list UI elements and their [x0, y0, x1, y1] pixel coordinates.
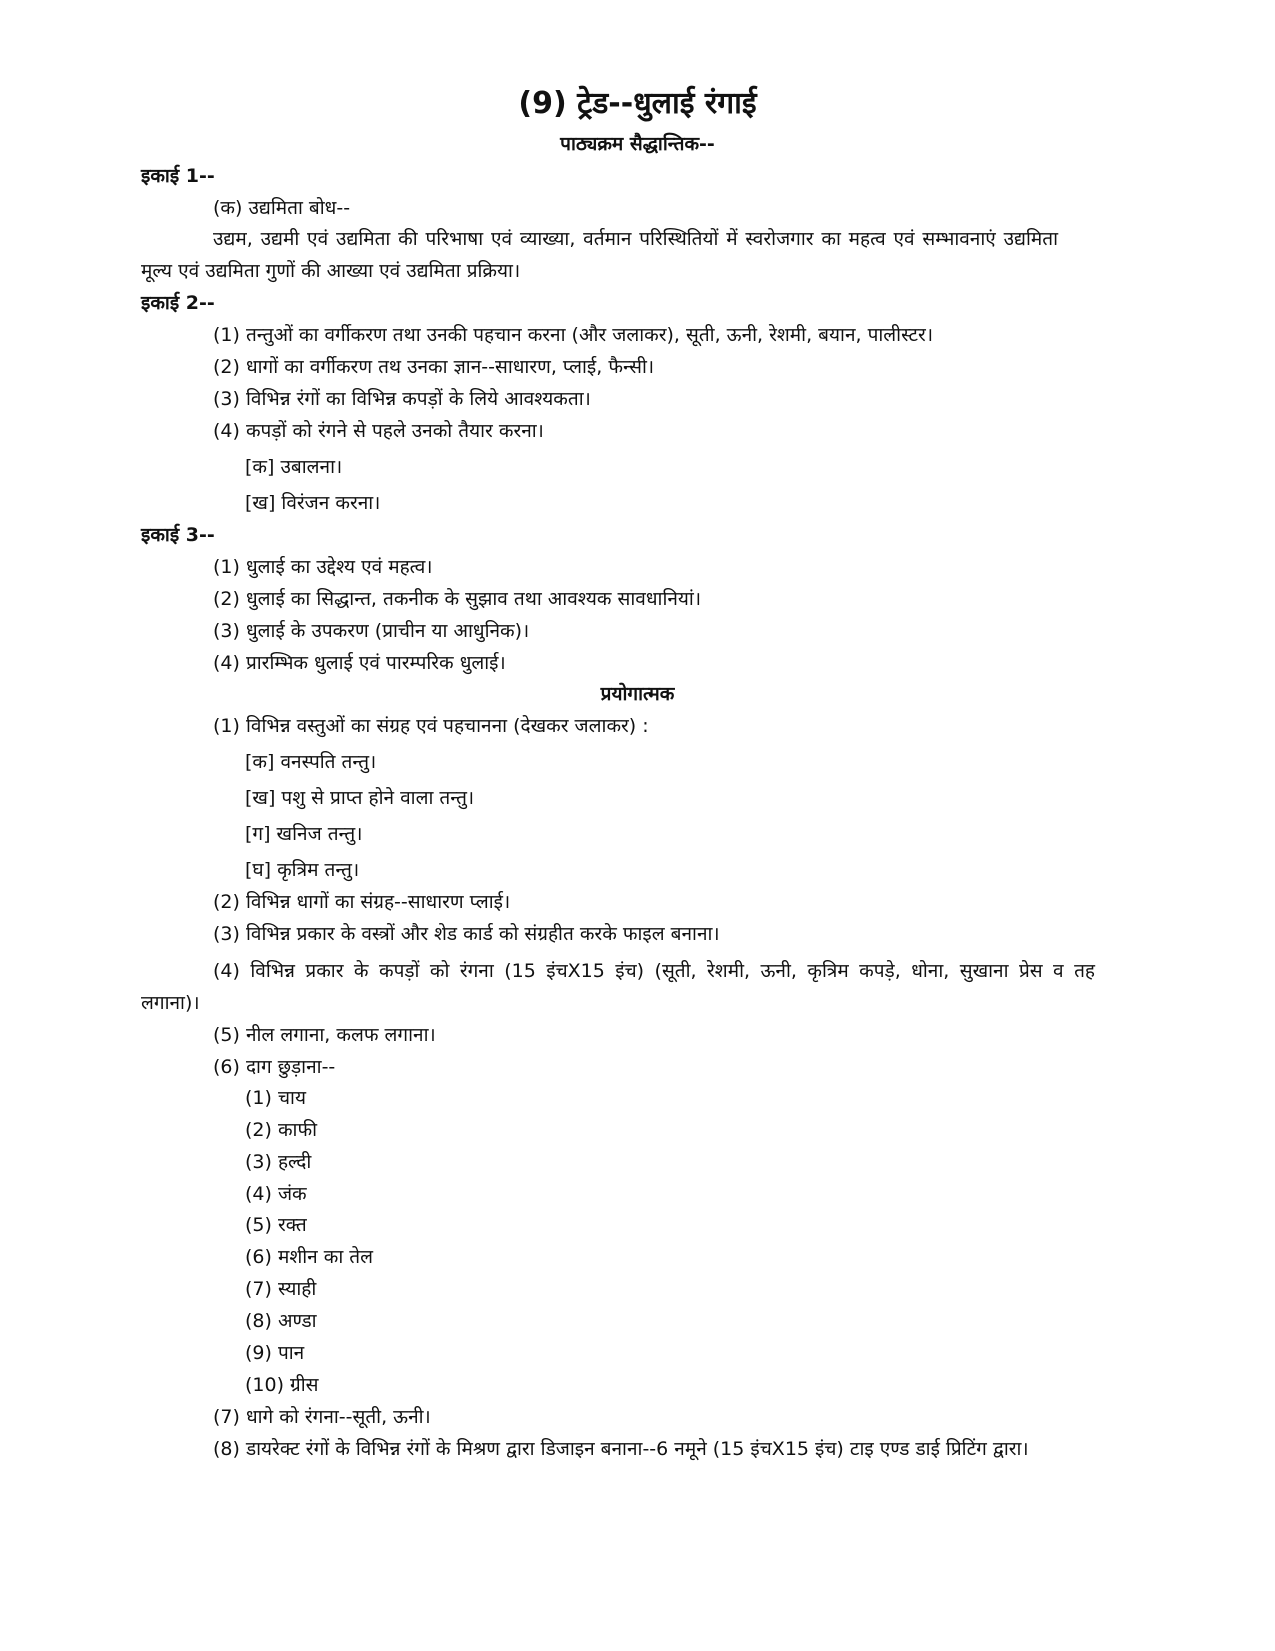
list-item: (4) कपड़ों को रंगने से पहले उनको तैयार करना।: [213, 420, 544, 442]
page-title: (9) ट्रेड--धुलाई रंगाई: [518, 86, 757, 121]
list-item: (1) विभिन्न वस्तुओं का संग्रह एवं पहचानना (देखकर जलाकर) :: [213, 715, 649, 737]
unit-1-heading: इकाई 1--: [141, 165, 215, 187]
list-item: (3) विभिन्न प्रकार के वस्त्रों और शेड कार्ड को संग्रहीत करके फाइल बनाना।: [213, 923, 720, 945]
unit-2-heading: इकाई 2--: [141, 292, 215, 314]
list-item: (2) धुलाई का सिद्धान्त, तकनीक के सुझाव तथा आवश्यक सावधानियां।: [213, 588, 702, 610]
list-subitem: [क] उबालना।: [245, 456, 343, 478]
stain-item: (1) चाय: [245, 1087, 306, 1109]
stain-item: (2) काफी: [245, 1119, 318, 1141]
stain-item: (7) स्याही: [245, 1278, 317, 1300]
unit-3-heading: इकाई 3--: [141, 524, 215, 546]
unit-1-subheading: (क) उद्यमिता बोध--: [213, 197, 351, 219]
stain-item: (4) जंक: [245, 1183, 307, 1205]
list-item: (3) धुलाई के उपकरण (प्राचीन या आधुनिक)।: [213, 620, 530, 642]
list-subitem: [घ] कृत्रिम तन्तु।: [245, 859, 360, 881]
list-item: (3) विभिन्न रंगों का विभिन्न कपड़ों के लिये आवश्यकता।: [213, 388, 591, 410]
stain-item: (9) पान: [245, 1342, 305, 1364]
stain-item: (3) हल्दी: [245, 1151, 312, 1173]
list-item: (2) धागों का वर्गीकरण तथ उनका ज्ञान--साधारण, प्लाई, फैन्सी।: [213, 356, 655, 378]
stain-item: (6) मशीन का तेल: [245, 1246, 374, 1268]
list-subitem: [ग] खनिज तन्तु।: [245, 823, 363, 845]
list-subitem: [क] वनस्पति तन्तु।: [245, 751, 377, 773]
list-subitem: [ख] पशु से प्राप्त होने वाला तन्तु।: [245, 787, 475, 809]
list-item: (1) धुलाई का उद्देश्य एवं महत्व।: [213, 556, 433, 578]
list-item: (6) दाग छुड़ाना--: [213, 1056, 336, 1078]
list-item: (8) डायरेक्ट रंगों के विभिन्न रंगों के मिश्रण द्वारा डिजाइन बनाना--6 नमूने (15 इंचX15 इंच) टाइ एण्ड डाई प्रिटिंग द्वारा।: [213, 1438, 1029, 1460]
list-item: (1) तन्तुओं का वर्गीकरण तथा उनकी पहचान करना (और जलाकर), सूती, ऊनी, रेशमी, बयान, पालीस्टर।: [213, 324, 934, 346]
list-item: (5) नील लगाना, कलफ लगाना।: [213, 1024, 436, 1046]
practical-heading: प्रयोगात्मक: [600, 683, 675, 705]
stain-item: (8) अण्डा: [245, 1310, 317, 1332]
list-item: (7) धागे को रंगना--सूती, ऊनी।: [213, 1406, 431, 1428]
unit-1-paragraph-line-2: मूल्य एवं उद्यमिता गुणों की आख्या एवं उद्यमिता प्रक्रिया।: [141, 260, 521, 282]
list-subitem: [ख] विरंजन करना।: [245, 492, 381, 514]
list-item: (4) प्रारम्भिक धुलाई एवं पारम्परिक धुलाई।: [213, 652, 506, 674]
page-subtitle: पाठ्यक्रम सैद्धान्तिक--: [560, 133, 715, 155]
list-item: (2) विभिन्न धागों का संग्रह--साधारण प्लाई।: [213, 891, 511, 913]
list-item-line-1: (4) विभिन्न प्रकार के कपड़ों को रंगना (15 इंचX15 इंच) (सूती, रेशमी, ऊनी, कृत्रिम कपड़े, धोना, सुखाना प्रेस व तह: [213, 960, 1095, 982]
list-item-line-2: लगाना)।: [141, 992, 200, 1014]
stain-item: (10) ग्रीस: [245, 1374, 319, 1396]
stain-item: (5) रक्त: [245, 1214, 307, 1236]
unit-1-paragraph-line-1: उद्यम, उद्यमी एवं उद्यमिता की परिभाषा एवं व्याख्या, वर्तमान परिस्थितियों में स्वरोजगार का महत्व एवं सम्भावनाएं उद्यमिता: [213, 228, 1058, 250]
